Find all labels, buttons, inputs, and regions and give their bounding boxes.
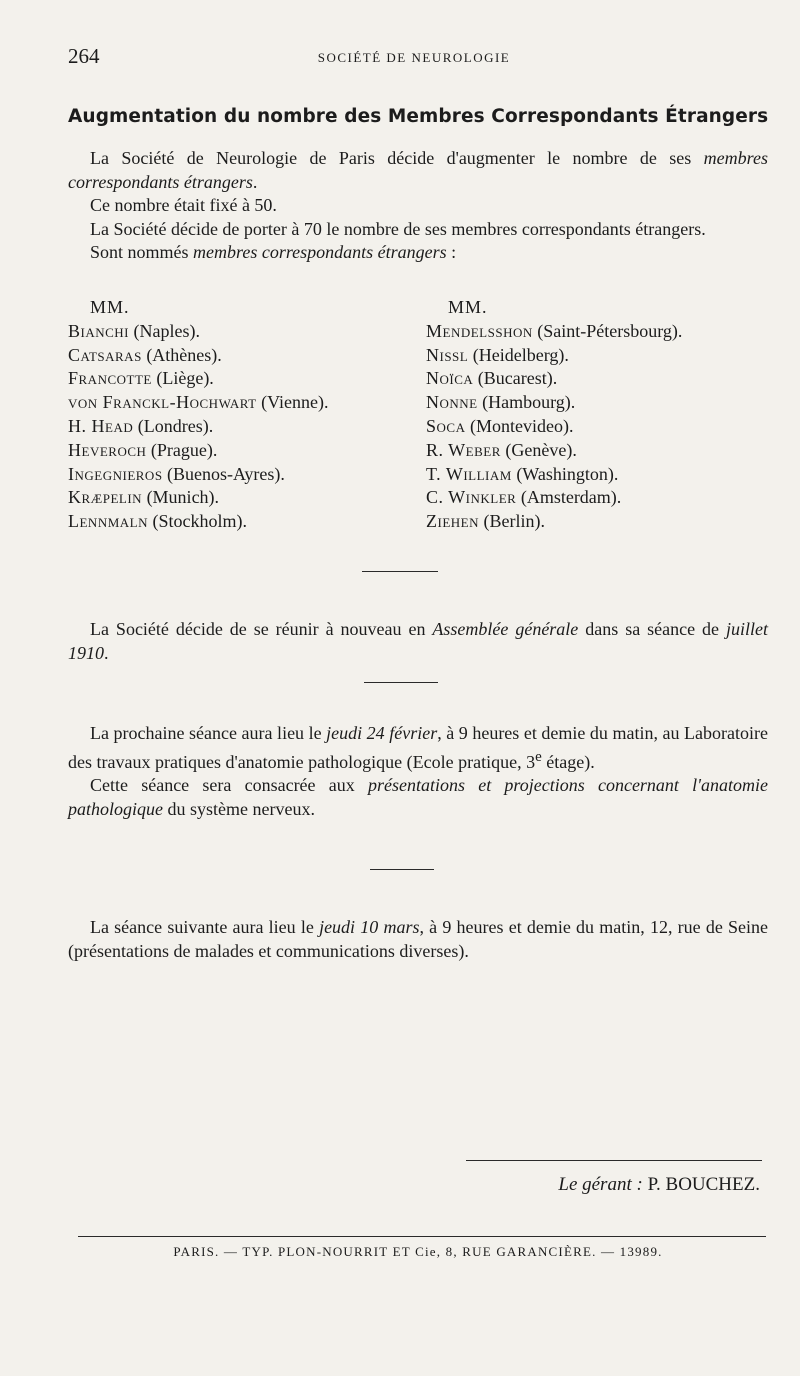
running-title: SOCIÉTÉ DE NEUROLOGIE (317, 50, 511, 65)
member-name: Mendelsshon (426, 320, 533, 341)
intro-block (68, 147, 768, 265)
member-entry (68, 344, 408, 368)
next-session-block (68, 722, 768, 821)
member-entry (426, 391, 766, 415)
member-name: Heveroch (68, 439, 147, 460)
gerant-label: Le gérant : (558, 1174, 643, 1195)
member-place: (Bucarest). (477, 368, 558, 389)
column-header: MM. (448, 297, 488, 317)
assembly-paragraph: La Société décide de se réunir à nouveau en Assemblée générale dans sa séance de juillet 1910. (68, 619, 768, 663)
member-place: (Prague). (150, 439, 218, 460)
intro-paragraph-2: Ce nombre était fixé à 50. (90, 195, 277, 215)
member-place: (Stockholm). (152, 511, 247, 532)
member-place: (Heidelberg). (472, 344, 569, 365)
members-column-right (426, 296, 766, 534)
member-place: (Genève). (505, 439, 577, 460)
member-name: T. William (426, 463, 512, 484)
following-session-block (68, 916, 768, 963)
page-number: 264 (68, 44, 100, 68)
member-place: (Hambourg). (482, 392, 576, 413)
member-entry (426, 463, 766, 487)
member-place: (Londres). (137, 415, 214, 436)
member-name: Nissl (426, 344, 469, 365)
member-entry (68, 367, 408, 391)
member-place: (Vienne). (261, 392, 329, 413)
member-name: Catsaras (68, 344, 142, 365)
member-entry (68, 415, 408, 439)
separator-rule (364, 682, 438, 683)
printer-imprint: PARIS. — TYP. PLON-NOURRIT ET Cie, 8, RUE GARANCIÈRE. — 13989. (173, 1244, 663, 1259)
section-title: Augmentation du nombre des Membres Correspondants Étrangers (68, 106, 769, 127)
member-entry (68, 486, 408, 510)
member-place: (Naples). (133, 320, 200, 341)
members-column-left (68, 296, 408, 534)
member-entry (426, 415, 766, 439)
member-place: (Amsterdam). (520, 487, 622, 508)
member-entry (426, 320, 766, 344)
member-name: Soca (426, 415, 466, 436)
member-name: Noïca (426, 368, 474, 389)
member-entry (426, 510, 766, 534)
member-place: (Washington). (516, 463, 619, 484)
member-name: Bianchi (68, 320, 129, 341)
intro-paragraph-3: La Société décide de porter à 70 le nombre de ses membres correspondants étrangers. (90, 218, 706, 239)
member-place: (Montevideo). (469, 415, 574, 436)
member-entry (426, 344, 766, 368)
member-name: R. Weber (426, 439, 501, 460)
separator-rule (362, 571, 438, 572)
next-session-paragraph-2: Cette séance sera consacrée aux présentations et projections concernant l'anatomie pathologique du système nerveux. (68, 775, 768, 819)
member-name: Ziehen (426, 511, 479, 532)
member-entry (68, 391, 408, 415)
member-name: Francotte (68, 368, 152, 389)
member-entry (68, 320, 408, 344)
member-entry (68, 463, 408, 487)
assembly-block (68, 618, 768, 665)
member-place: (Liège). (156, 368, 214, 389)
member-place: (Buenos-Ayres). (167, 463, 285, 484)
next-session-paragraph-1: La prochaine séance aura lieu le jeudi 24 février, à 9 heures et demie du matin, au Laboratoire des travaux pratiques d'anatomie pathologique (Ecole pratique, 3e étage). (68, 723, 768, 772)
member-place: (Athènes). (146, 344, 222, 365)
intro-paragraph-1: La Société de Neurologie de Paris décide d'augmenter le nombre de ses membres correspondants étrangers. (68, 148, 768, 192)
signature-rule (466, 1160, 762, 1161)
member-name: H. Head (68, 415, 134, 436)
intro-paragraph-4: Sont nommés membres correspondants étrangers : (90, 242, 457, 262)
member-place: (Munich). (146, 487, 220, 508)
member-entry (68, 510, 408, 534)
page-header (68, 44, 760, 74)
member-place: (Berlin). (483, 511, 545, 532)
member-name: von Franckl-Hochwart (68, 392, 257, 413)
column-header: MM. (90, 297, 130, 317)
footer-rule (78, 1236, 766, 1237)
member-place: (Saint-Pétersbourg). (537, 320, 683, 341)
member-name: C. Winkler (426, 487, 517, 508)
member-entry (68, 439, 408, 463)
member-name: Ingegnieros (68, 463, 163, 484)
member-entry (426, 486, 766, 510)
member-name: Kræpelin (68, 487, 143, 508)
signature (470, 1174, 760, 1196)
following-session-paragraph: La séance suivante aura lieu le jeudi 10 mars, à 9 heures et demie du matin, 12, rue de Seine (présentations de malades et communications diverses). (68, 917, 768, 961)
member-entry (426, 367, 766, 391)
separator-rule (370, 869, 434, 870)
member-entry (426, 439, 766, 463)
member-name: Lennmaln (68, 511, 148, 532)
member-name: Nonne (426, 392, 478, 413)
gerant-name: P. BOUCHEZ. (647, 1174, 760, 1195)
